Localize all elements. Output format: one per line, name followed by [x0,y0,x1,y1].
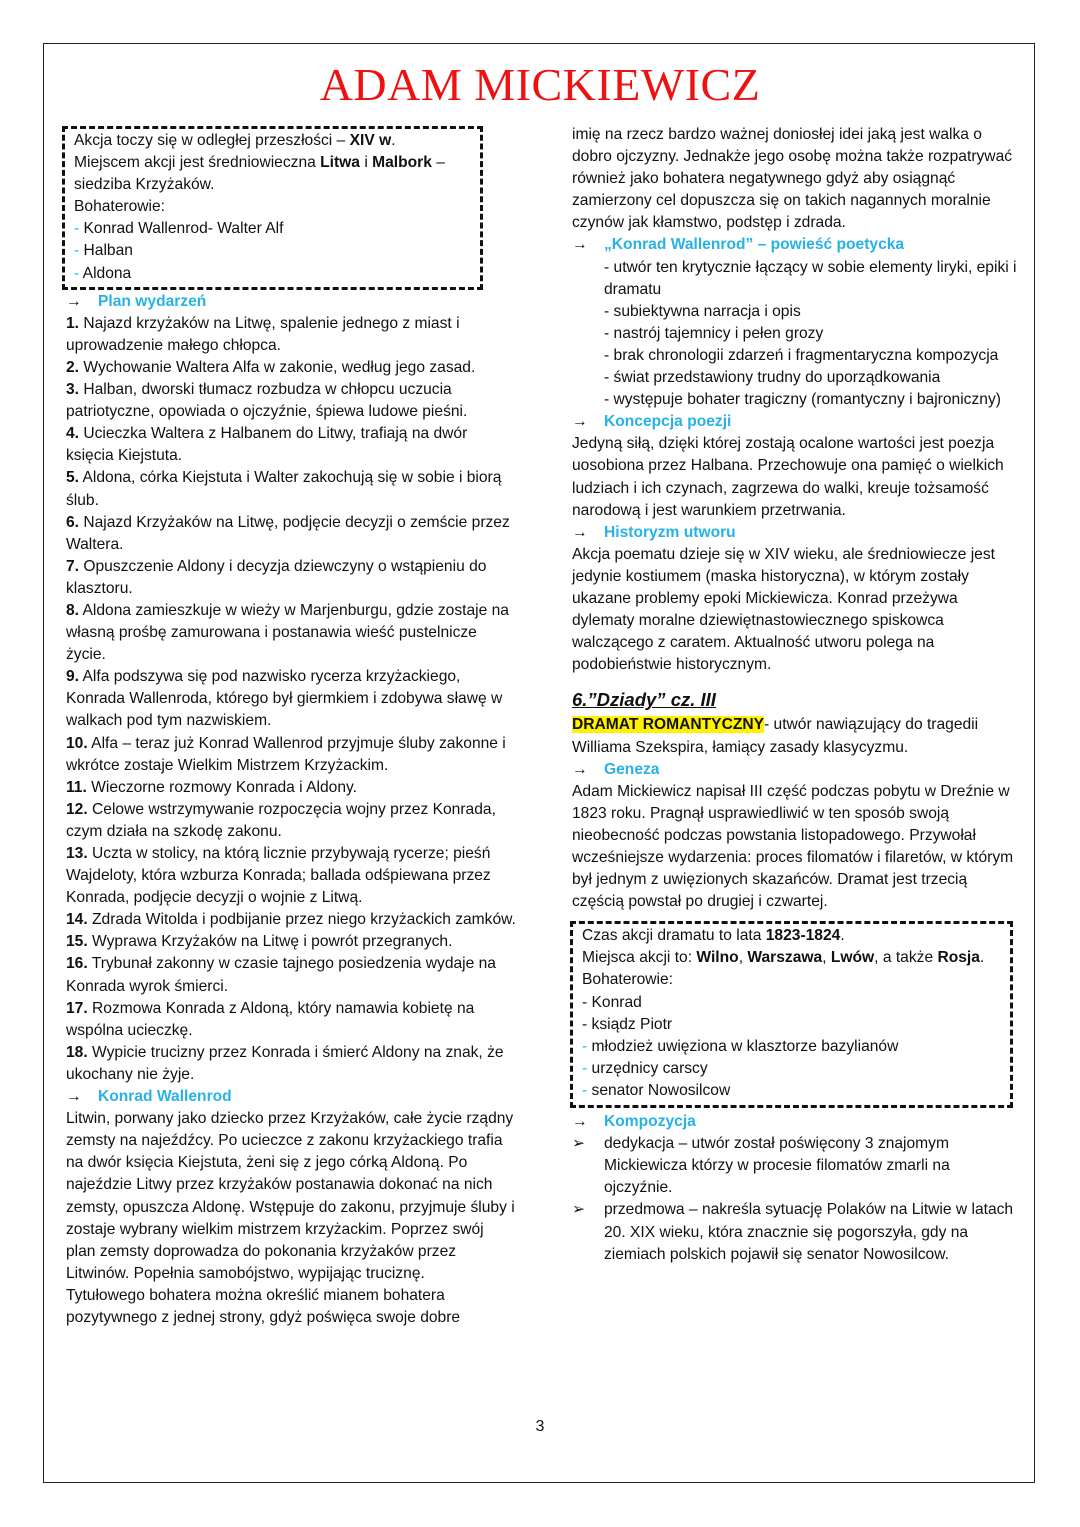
historicism-heading: → Historyzm utworu [572,522,1022,544]
list-item: - brak chronologii zdarzeń i fragmentaryczna kompozycja [604,346,999,364]
historicism-paragraph: Akcja poematu dzieje się w XIV wieku, ale średniowiecze jest jedynie kostiumem (maska historyczna), w którym zostały ukazane problemy epoki Mickiewicza. Konrad przeżywa dylematy moralne dziewiętnastowiecznego spiskowca walczącego z caratem. Aktualność utworu polega na podobieństwie historycznym. [572,545,995,674]
genesis-heading: → Geneza [572,759,1022,781]
arrow-right-icon: → [572,760,588,778]
drama-paragraph: DRAMAT ROMANTYCZNY- utwór nawiązujący do tragedii Williama Szekspira, łamiący zasady klasycyzmu. [572,716,979,756]
list-item: - utwór ten krytycznie łączący w sobie elementy liryki, epiki i dramatu [604,258,1017,298]
heroes-label: Bohaterowie: [74,198,166,216]
setting-box [62,126,483,290]
poem-features-list [572,257,1022,412]
list-item: - świat przedstawiony trudny do uporządkowania [604,369,941,387]
page-title: ADAM MICKIEWICZ [319,59,761,110]
konrad-paragraph: Litwin, porwany jako dziecko przez Krzyżaków, całe życie rządny zemsty na najeźdźcy. Po ucieczce z zakonu krzyżackiego trafia na dwór księcia Kiejstuta, żeni się z jego córką Aldoną. Po najeździe Litwy przez krzyżaków postanawia dokonać na nich zemsty, opuszcza Aldonę. Wstępuje do zakonu, przyjmuje śluby i zostaje wybrany wielkim mistrzem krzyżackim. Poprzez swój plan zemsty doprowadza do pokonania krzyżaków przez Litwinów. Popełnia samobójstwo, wypijając truciznę. [66,1110,515,1282]
plan-heading: → Plan wydarzeń [66,291,516,313]
drama-setting-box [570,921,1013,1108]
arrow-right-icon: → [572,413,588,431]
poetry-paragraph: Jedyną siłą, dzięki której zostają ocalone wartości jest poezja uosobiona przez Halbana. Przechowuje ona pamięć o wielkich ludziach i ich czynach, zagrzewa do walki, kreuje tożsamość narodową i jest warunkiem przetrwania. [572,435,1004,519]
plan-item: 14. Zdrada Witolda i podbijanie przez niego krzyżackich zamków. [66,911,516,929]
plan-item: 3. Halban, dworski tłumacz rozbudza w chłopcu uczucia patriotyczne, opowiada o ojczyźnie, śpiewa ludowe pieśni. [66,381,468,421]
arrow-right-icon: → [572,236,588,254]
hero-item: - Aldona [74,264,132,282]
plan-item: 9. Alfa podszywa się pod nazwisko rycerza krzyżackiego, Konrada Wallenroda, którego był giermkiem i zdobywa sławę w walkach pod tym nazwiskiem. [66,668,503,730]
plan-item: 16. Trybunał zakonny w czasie tajnego posiedzenia wydaje na Konrada wyrok śmierci. [66,955,496,995]
plan-item: 7. Opuszczenie Aldony i decyzja dziewczyny o wstąpieniu do klasztoru. [66,557,487,597]
list-item: - występuje bohater tragiczny (romantyczny i bajroniczny) [604,391,1001,409]
hero-assessment-paragraph: imię na rzecz bardzo ważnej doniosłej idei jaką jest walka o dobro ojczyzny. Jednakże jego osobę można także rozpatrywać również jako bohatera negatywnego gdyż aby osiągnąć zamierzony cel dopuszcza się on takich nagannych moralnie czynów jak kłamstwo, podstęp i zdrada. [572,126,1013,232]
section-title: 6.”Dziady” cz. III [572,689,716,711]
poem-heading: → „Konrad Wallenrod” – powieść poetycka [572,234,1022,256]
konrad-heading: → Konrad Wallenrod [66,1086,516,1108]
plan-item: 1. Najazd krzyżaków na Litwę, spalenie jednego z miast i uprowadzenie małego chłopca. [66,314,460,354]
plan-item: 13. Uczta w stolicy, na którą licznie przybywają rycerze; pieśń Wajdeloty, która wzburza Konrada; ballada odśpiewana przez Konrada, podjęcie decyzji o wojnie z Litwą. [66,845,491,907]
plan-item: 11. Wieczorne rozmowy Konrada i Aldony. [66,778,357,796]
left-column [66,126,516,1329]
poetry-heading: → Koncepcja poezji [572,411,1022,433]
plan-item: 4. Ucieczka Waltera z Halbanem do Litwy, trafiają na dwór księcia Kiejstuta. [66,425,468,465]
hero-item: - urzędnicy carscy [582,1059,708,1077]
konrad-paragraph-2: Tytułowego bohatera można określić mianem bohatera pozytywnego z jednej strony, gdyż poświęca swoje dobre [66,1286,461,1326]
composition-item: ➢ dedykacja – utwór został poświęcony 3 znajomym Mickiewicza którzy w procesie filomatów zmarli na ojczyźnie. [572,1133,1022,1199]
arrow-right-icon: → [572,1113,588,1131]
hero-item: - Halban [74,242,133,260]
time-line: Czas akcji dramatu to lata 1823-1824. [582,927,845,945]
plan-item: 12. Celowe wstrzymywanie rozpoczęcia wojny przez Konrada, czym działa na szkodę zakonu. [66,800,496,840]
right-column [572,124,1022,1266]
list-item: - subiektywna narracja i opis [604,302,801,320]
arrow-right-icon: → [66,1088,82,1106]
hero-item: - ksiądz Piotr [582,1015,673,1033]
arrow-right-icon: → [572,523,588,541]
plan-item: 2. Wychowanie Waltera Alfa w zakonie, według jego zasad. [66,358,476,376]
composition-item: ➢ przedmowa – nakreśla sytuację Polaków na Litwie w latach 20. XIX wieku, która znacznie się pogorszyła, gdy na ziemiach polskich pojawił się senator Nowosilcow. [572,1199,1022,1265]
plan-item: 18. Wypicie trucizny przez Konrada i śmierć Aldony na znak, że ukochany nie żyje. [66,1043,504,1083]
arrowhead-bullet-icon: ➢ [572,1201,586,1219]
highlighted-term: DRAMAT ROMANTYCZNY [572,716,765,734]
plan-item: 17. Rozmowa Konrada z Aldoną, który namawia kobietę na wspólna ucieczkę. [66,999,475,1039]
hero-item: - młodzież uwięziona w klasztorze bazylianów [582,1037,899,1055]
hero-item: - Konrad Wallenrod- Walter Alf [74,220,284,238]
plan-item: 8. Aldona zamieszkuje w wieży w Marjenburgu, gdzie zostaje na własną prośbę zamurowana i postanawia wieść pustelnicze życie. [66,601,509,664]
plan-list [66,313,516,1086]
genesis-paragraph: Adam Mickiewicz napisał III część podczas pobytu w Dreźnie w 1823 roku. Pragnął usprawiedliwić w ten sposób swoją nieobecność podczas powstania listopadowego. Przywołał wcześniejsze wydarzenia: proces filomatów i filaretów, w którym był jednym z uwięzionych skazańców. Dramat jest trzecią częścią powstał po drugiej i czwartej. [572,782,1014,911]
hero-item: - senator Nowosilcow [582,1081,731,1099]
plan-item: 15. Wyprawa Krzyżaków na Litwę i powrót przegranych. [66,933,453,951]
place-line: Miejsca akcji to: Wilno, Warszawa, Lwów, a także Rosja. [582,949,985,967]
hero-item: - Konrad [582,993,642,1011]
time-line: Akcja toczy się w odległej przeszłości – XIV w. [74,132,396,149]
plan-item: 6. Najazd Krzyżaków na Litwę, podjęcie decyzji o zemście przez Waltera. [66,513,510,553]
place-line: Miejscem akcji jest średniowieczna Litwa i Malbork – siedziba Krzyżaków. [74,154,445,194]
heroes-label: Bohaterowie: [582,971,674,989]
composition-heading: → Kompozycja [572,1111,1022,1133]
plan-item: 10. Alfa – teraz już Konrad Wallenrod przyjmuje śluby zakonne i wkrótce zostaje Wielkim Mistrzem Krzyżackim. [66,734,506,774]
page-number: 3 [535,1418,545,1435]
arrow-right-icon: → [66,292,82,310]
arrowhead-bullet-icon: ➢ [572,1135,586,1153]
list-item: - nastrój tajemnicy i pełen grozy [604,324,824,342]
plan-item: 5. Aldona, córka Kiejstuta i Walter zakochują się w sobie i biorą ślub. [66,469,502,509]
